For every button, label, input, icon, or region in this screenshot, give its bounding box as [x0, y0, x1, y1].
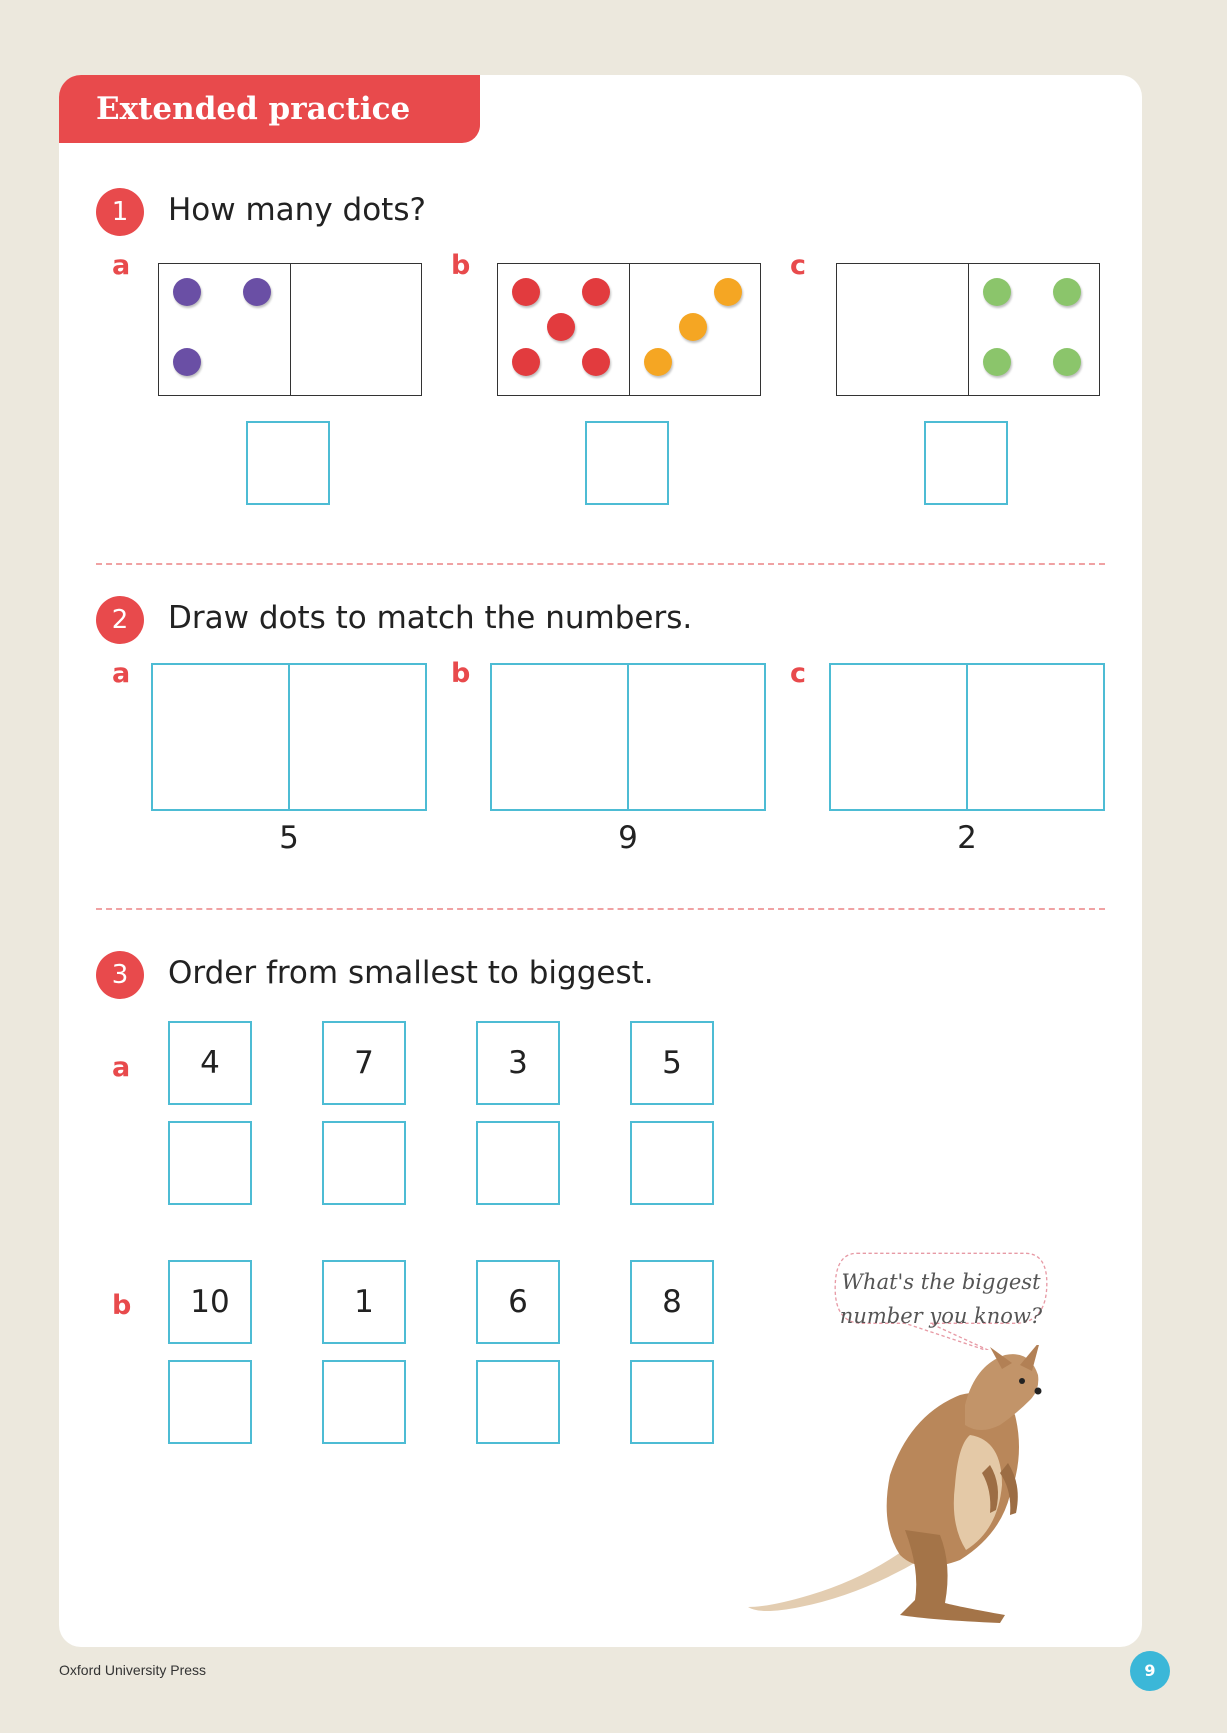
q1b-answer-box[interactable] [585, 421, 669, 505]
q1c-left-cell [837, 264, 968, 395]
dot [512, 278, 540, 306]
q1b-ten-frame [497, 263, 761, 396]
q2-label-b: b [451, 658, 471, 689]
q2b-left-cell[interactable] [492, 665, 627, 809]
question-3-prompt: Order from smallest to biggest. [168, 955, 654, 991]
q2a-draw-frame[interactable] [151, 663, 427, 811]
dot [173, 348, 201, 376]
q3a-number-box: 3 [476, 1021, 560, 1105]
question-1-prompt: How many dots? [168, 192, 426, 228]
q2b-right-cell[interactable] [627, 665, 764, 809]
q3a-number-box: 7 [322, 1021, 406, 1105]
dot [1053, 348, 1081, 376]
q3a-answer-box[interactable] [322, 1121, 406, 1205]
q3a-number-box: 4 [168, 1021, 252, 1105]
q3-label-b: b [112, 1290, 132, 1321]
dot [582, 278, 610, 306]
q2c-right-cell[interactable] [966, 665, 1103, 809]
q3a-answer-box[interactable] [168, 1121, 252, 1205]
question-2-number: 2 [96, 596, 144, 644]
dot [582, 348, 610, 376]
dot [983, 348, 1011, 376]
q1c-answer-box[interactable] [924, 421, 1008, 505]
q3a-number-box: 5 [630, 1021, 714, 1105]
q3b-answer-box[interactable] [322, 1360, 406, 1444]
q2b-draw-frame[interactable] [490, 663, 766, 811]
q2a-right-cell[interactable] [288, 665, 425, 809]
q3b-number-box: 10 [168, 1260, 252, 1344]
q2c-draw-frame[interactable] [829, 663, 1105, 811]
dot [243, 278, 271, 306]
speech-bubble-text [826, 1265, 1056, 1333]
q2-label-c: c [790, 658, 807, 689]
q1-label-c: c [790, 250, 807, 281]
q1b-left-cell [498, 264, 629, 395]
q1b-right-cell [629, 264, 761, 395]
kangaroo-image [740, 1345, 1090, 1635]
dot [983, 278, 1011, 306]
publisher-footer: Oxford University Press [59, 1662, 207, 1678]
q3b-number-box: 8 [630, 1260, 714, 1344]
section-banner: Extended practice [59, 75, 480, 143]
q1c-right-cell [968, 264, 1100, 395]
dot [173, 278, 201, 306]
question-2-prompt: Draw dots to match the numbers. [168, 600, 693, 636]
q3b-answer-box[interactable] [476, 1360, 560, 1444]
q2a-target-number: 5 [279, 820, 299, 856]
q1a-ten-frame [158, 263, 422, 396]
question-3-number: 3 [96, 951, 144, 999]
q2b-target-number: 9 [618, 820, 638, 856]
q1a-right-cell [290, 264, 422, 395]
q1a-left-cell [159, 264, 290, 395]
q3a-answer-box[interactable] [630, 1121, 714, 1205]
bubble-line-2: number you know? [839, 1304, 1043, 1328]
dot [644, 348, 672, 376]
dot [679, 313, 707, 341]
q2a-left-cell[interactable] [153, 665, 288, 809]
section-divider [96, 908, 1105, 910]
q3a-answer-box[interactable] [476, 1121, 560, 1205]
q3b-answer-box[interactable] [630, 1360, 714, 1444]
page-number: 9 [1130, 1651, 1170, 1691]
dot [714, 278, 742, 306]
q1-label-a: a [112, 250, 131, 281]
dot [512, 348, 540, 376]
q1c-ten-frame [836, 263, 1100, 396]
q1-label-b: b [451, 250, 471, 281]
q3b-number-box: 6 [476, 1260, 560, 1344]
q2-label-a: a [112, 658, 131, 689]
q3b-number-box: 1 [322, 1260, 406, 1344]
q3b-answer-box[interactable] [168, 1360, 252, 1444]
section-divider [96, 563, 1105, 565]
q1a-answer-box[interactable] [246, 421, 330, 505]
dot [1053, 278, 1081, 306]
q2c-left-cell[interactable] [831, 665, 966, 809]
question-1-number: 1 [96, 188, 144, 236]
dot [547, 313, 575, 341]
bubble-line-1: What's the biggest [841, 1270, 1041, 1294]
q2c-target-number: 2 [957, 820, 977, 856]
q3-label-a: a [112, 1052, 131, 1083]
